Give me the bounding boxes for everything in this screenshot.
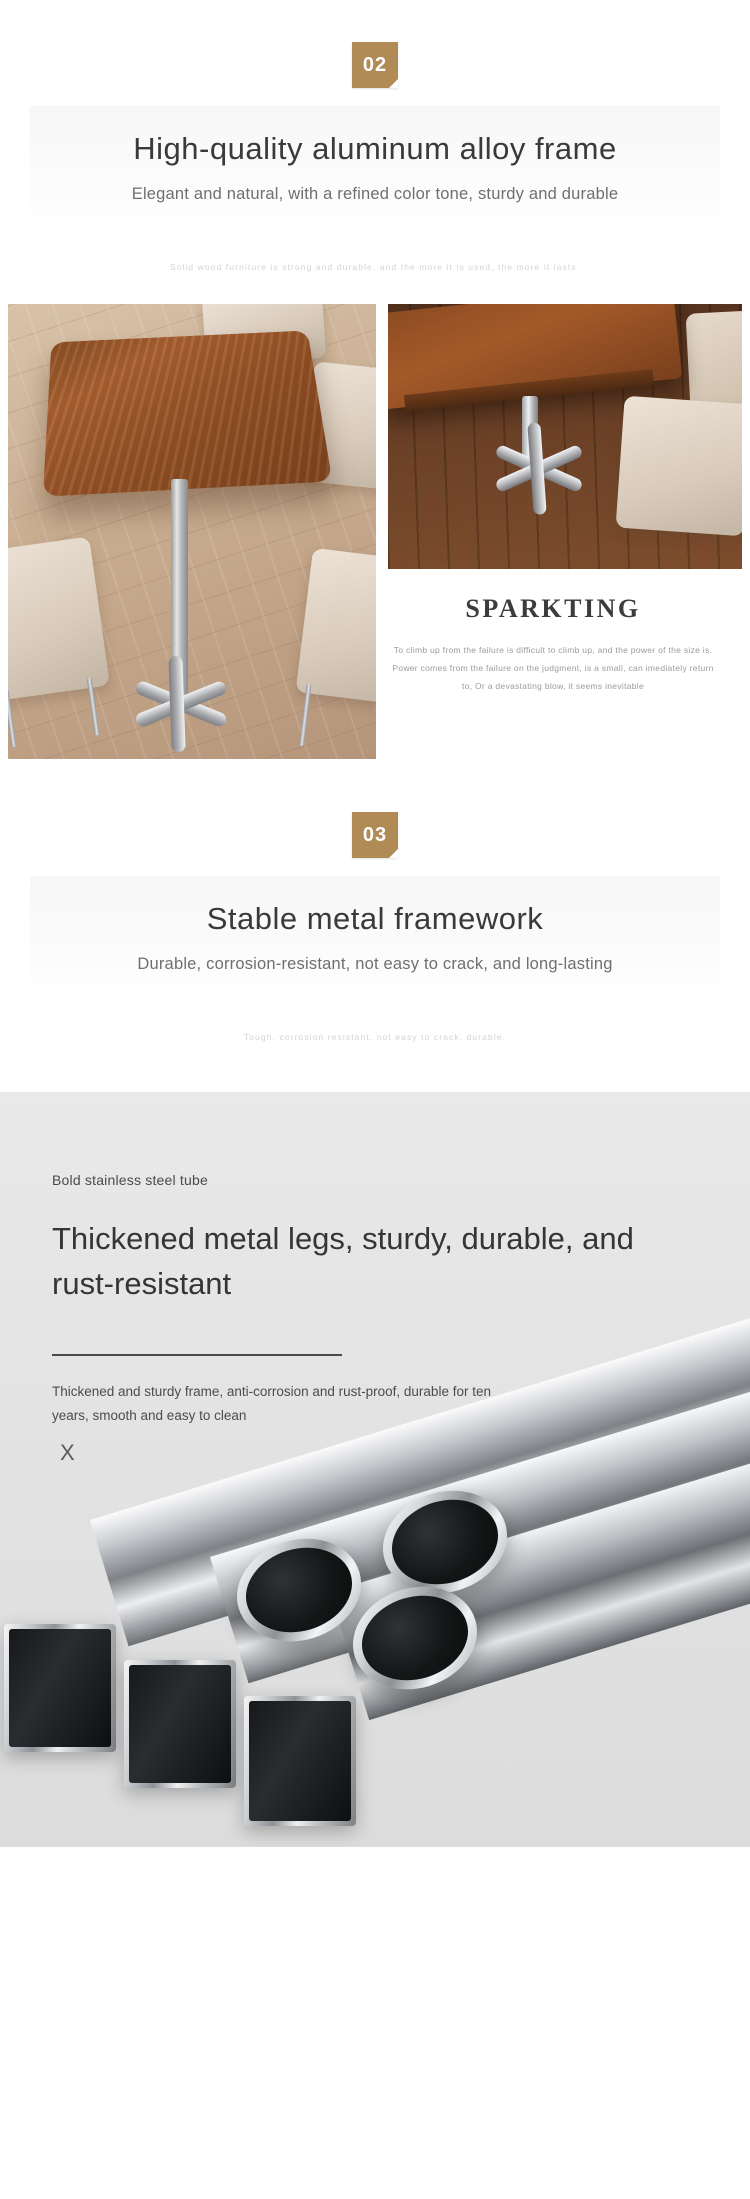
section-02-badge: 02 xyxy=(352,42,398,88)
section-03-header xyxy=(0,812,750,1044)
product-photo-table-base xyxy=(388,304,742,569)
section-02-note: Solid wood furniture is strong and durable, and the more it is used, the more it lasts. xyxy=(169,261,581,272)
sparkting-block xyxy=(388,594,718,696)
steel-kicker: Bold stainless steel tube xyxy=(52,1172,208,1189)
steel-mark: X xyxy=(60,1440,75,1466)
square-tube-end xyxy=(124,1660,236,1788)
steel-tubes-illustration xyxy=(0,1392,750,1847)
chair-shape xyxy=(686,310,742,410)
table-base-shape xyxy=(86,689,276,751)
sparkting-body: To climb up from the failure is difficult to climb up, and the power of the size is. Power comes from the failure on the judgment, is a small, can imediately return to, Or a devastating blow, it seems inevitable xyxy=(392,645,714,691)
steel-tube-panel xyxy=(0,1092,750,1847)
section-02-subtitle: Elegant and natural, with a refined color tone, sturdy and durable xyxy=(131,184,619,203)
section-02-header xyxy=(0,0,750,274)
section-03-badge: 03 xyxy=(352,812,398,858)
table-top-shape xyxy=(43,331,332,497)
section-03-title-block xyxy=(30,876,720,1000)
section-03-subtitle: Durable, corrosion-resistant, not easy to crack, and long-lasting xyxy=(137,954,613,973)
product-gallery xyxy=(0,304,750,774)
section-02-title: High-quality aluminum alloy frame xyxy=(133,131,617,166)
sparkting-title: SPARKTING xyxy=(465,594,641,624)
section-02-title-block xyxy=(30,106,720,230)
table-base-shape xyxy=(454,452,624,510)
square-tube-end xyxy=(244,1696,356,1826)
chair-shape xyxy=(616,396,742,537)
steel-headline: Thickened metal legs, sturdy, durable, and rust-resistant xyxy=(52,1221,634,1302)
steel-description: Thickened and sturdy frame, anti-corrosion and rust-proof, durable for ten years, smooth and easy to clean xyxy=(52,1384,491,1423)
divider xyxy=(52,1354,342,1356)
product-photo-table-top xyxy=(8,304,376,759)
section-03-note: Tough, corrosion resistant, not easy to crack, durable. xyxy=(243,1031,507,1042)
section-03-title: Stable metal framework xyxy=(206,901,544,937)
square-tube-end xyxy=(4,1624,116,1752)
